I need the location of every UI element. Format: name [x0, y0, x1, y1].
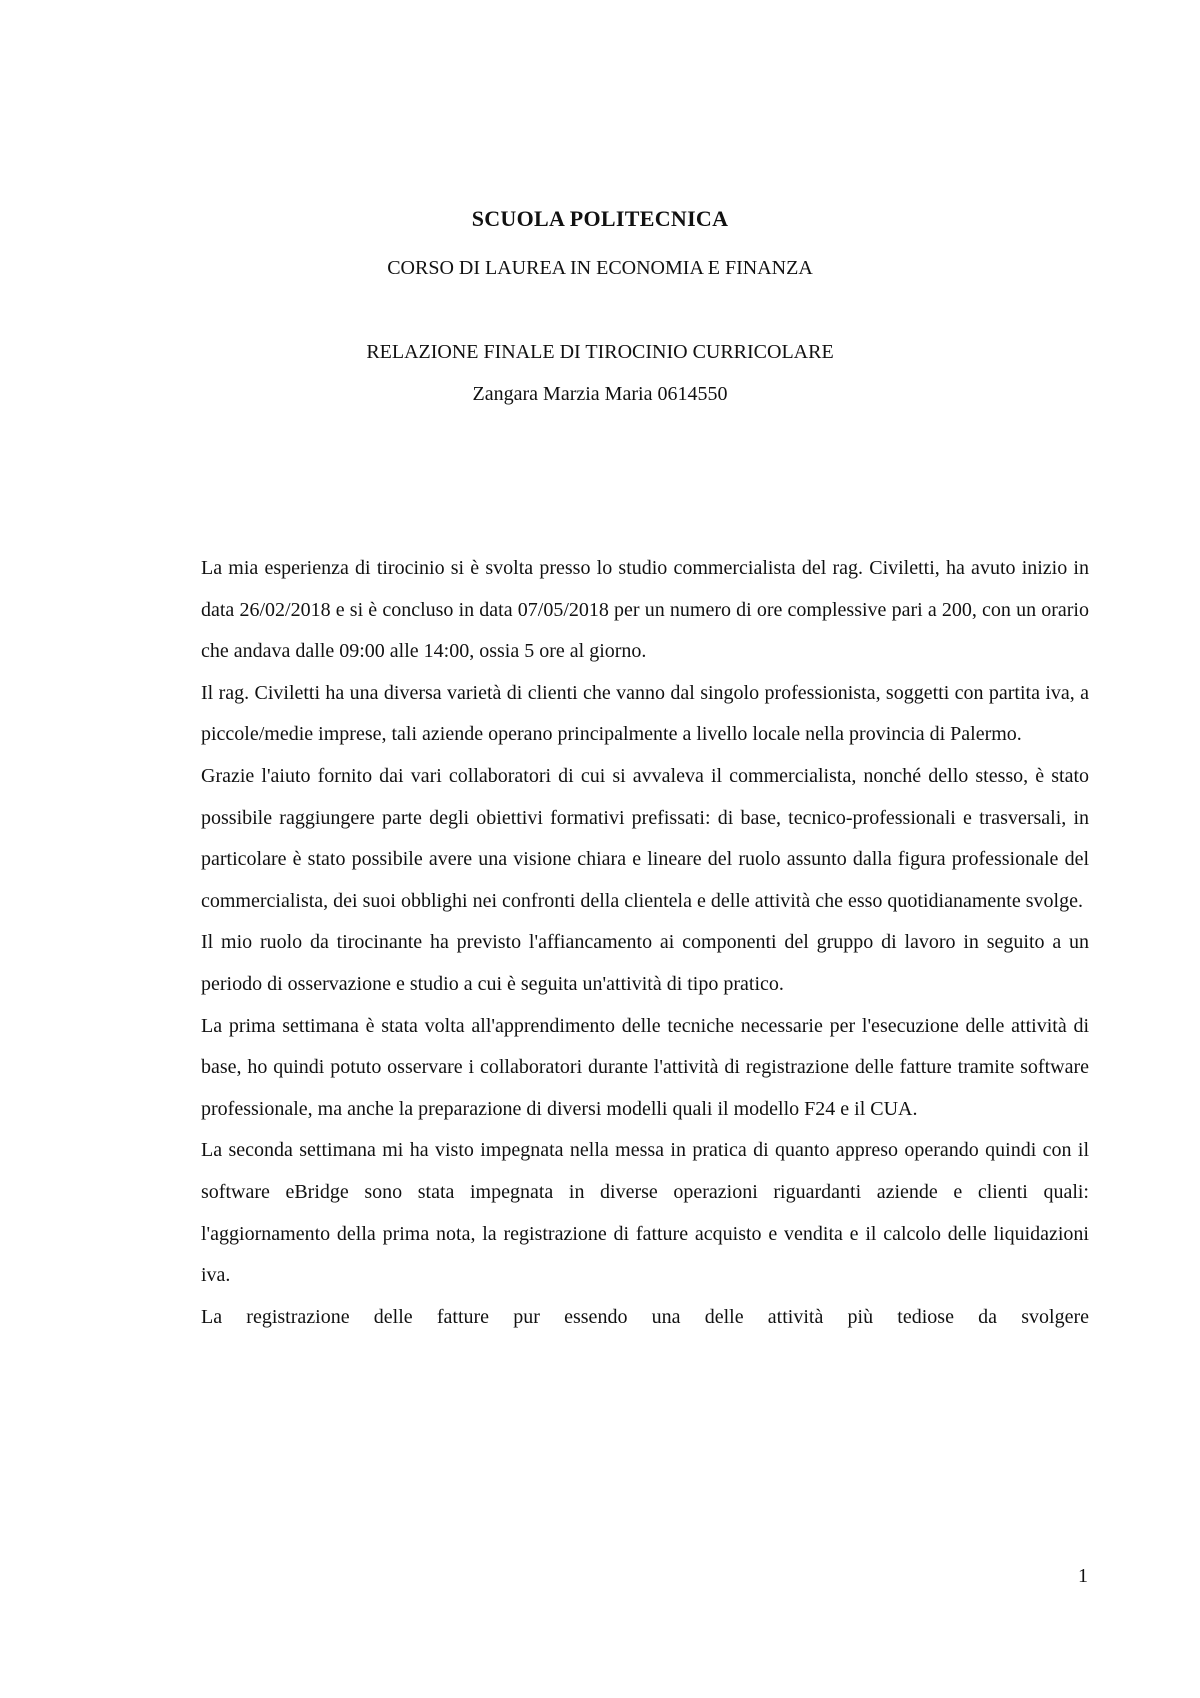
paragraph: La seconda settimana mi ha visto impegnata nella messa in pratica di quanto appreso operando quindi con il software eBridge sono stata impegnata in diverse operazioni riguardanti aziende e clienti quali: l'aggiornamento della prima nota, la registrazione di fatture acquisto e vendita e il calcolo delle liquidazioni iva. [201, 1139, 1089, 1287]
author-line: Zangara Marzia Maria 0614550 [472, 383, 728, 405]
paragraph: La prima settimana è stata volta all'apprendimento delle tecniche necessarie per l'esecuzione delle attività di base, ho quindi potuto osservare i collaboratori durante l'attività di registrazione delle fatture tramite software professionale, ma anche la preparazione di diversi modelli quali il modello F24 e il CUA. [201, 1014, 1089, 1120]
report-title: RELAZIONE FINALE DI TIROCINIO CURRICOLARE [366, 341, 834, 363]
report-body [201, 548, 1089, 1338]
school-title: SCUOLA POLITECNICA [471, 206, 729, 231]
course-title: CORSO DI LAUREA IN ECONOMIA E FINANZA [387, 257, 813, 279]
page-number: 1 [1078, 1565, 1088, 1587]
paragraph: Grazie l'aiuto fornito dai vari collaboratori di cui si avvaleva il commercialista, nonché dello stesso, è stato possibile raggiungere parte degli obiettivi formativi prefissati: di base, tecnico-professionali e trasversali, in particolare è stato possibile avere una visione chiara e lineare del ruolo assunto dalla figura professionale del commercialista, dei suoi obblighi nei confronti della clientela e delle attività che esso quotidianamente svolge. [201, 764, 1089, 912]
paragraph: La mia esperienza di tirocinio si è svolta presso lo studio commercialista del rag. Civiletti, ha avuto inizio in data 26/02/2018 e si è concluso in data 07/05/2018 per un numero di ore complessive pari a 200, con un orario che andava dalle 09:00 alle 14:00, ossia 5 ore al giorno. [201, 557, 1089, 663]
paragraph: Il mio ruolo da tirocinante ha previsto l'affiancamento ai componenti del gruppo di lavoro in seguito a un periodo di osservazione e studio a cui è seguita un'attività di tipo pratico. [201, 931, 1089, 995]
paragraph: La registrazione delle fatture pur essendo una delle attività più tediose da svolgere [201, 1305, 1089, 1328]
paragraph: Il rag. Civiletti ha una diversa varietà di clienti che vanno dal singolo professionista, soggetti con partita iva, a piccole/medie imprese, tali aziende operano principalmente a livello locale nella provincia di Palermo. [201, 681, 1089, 746]
